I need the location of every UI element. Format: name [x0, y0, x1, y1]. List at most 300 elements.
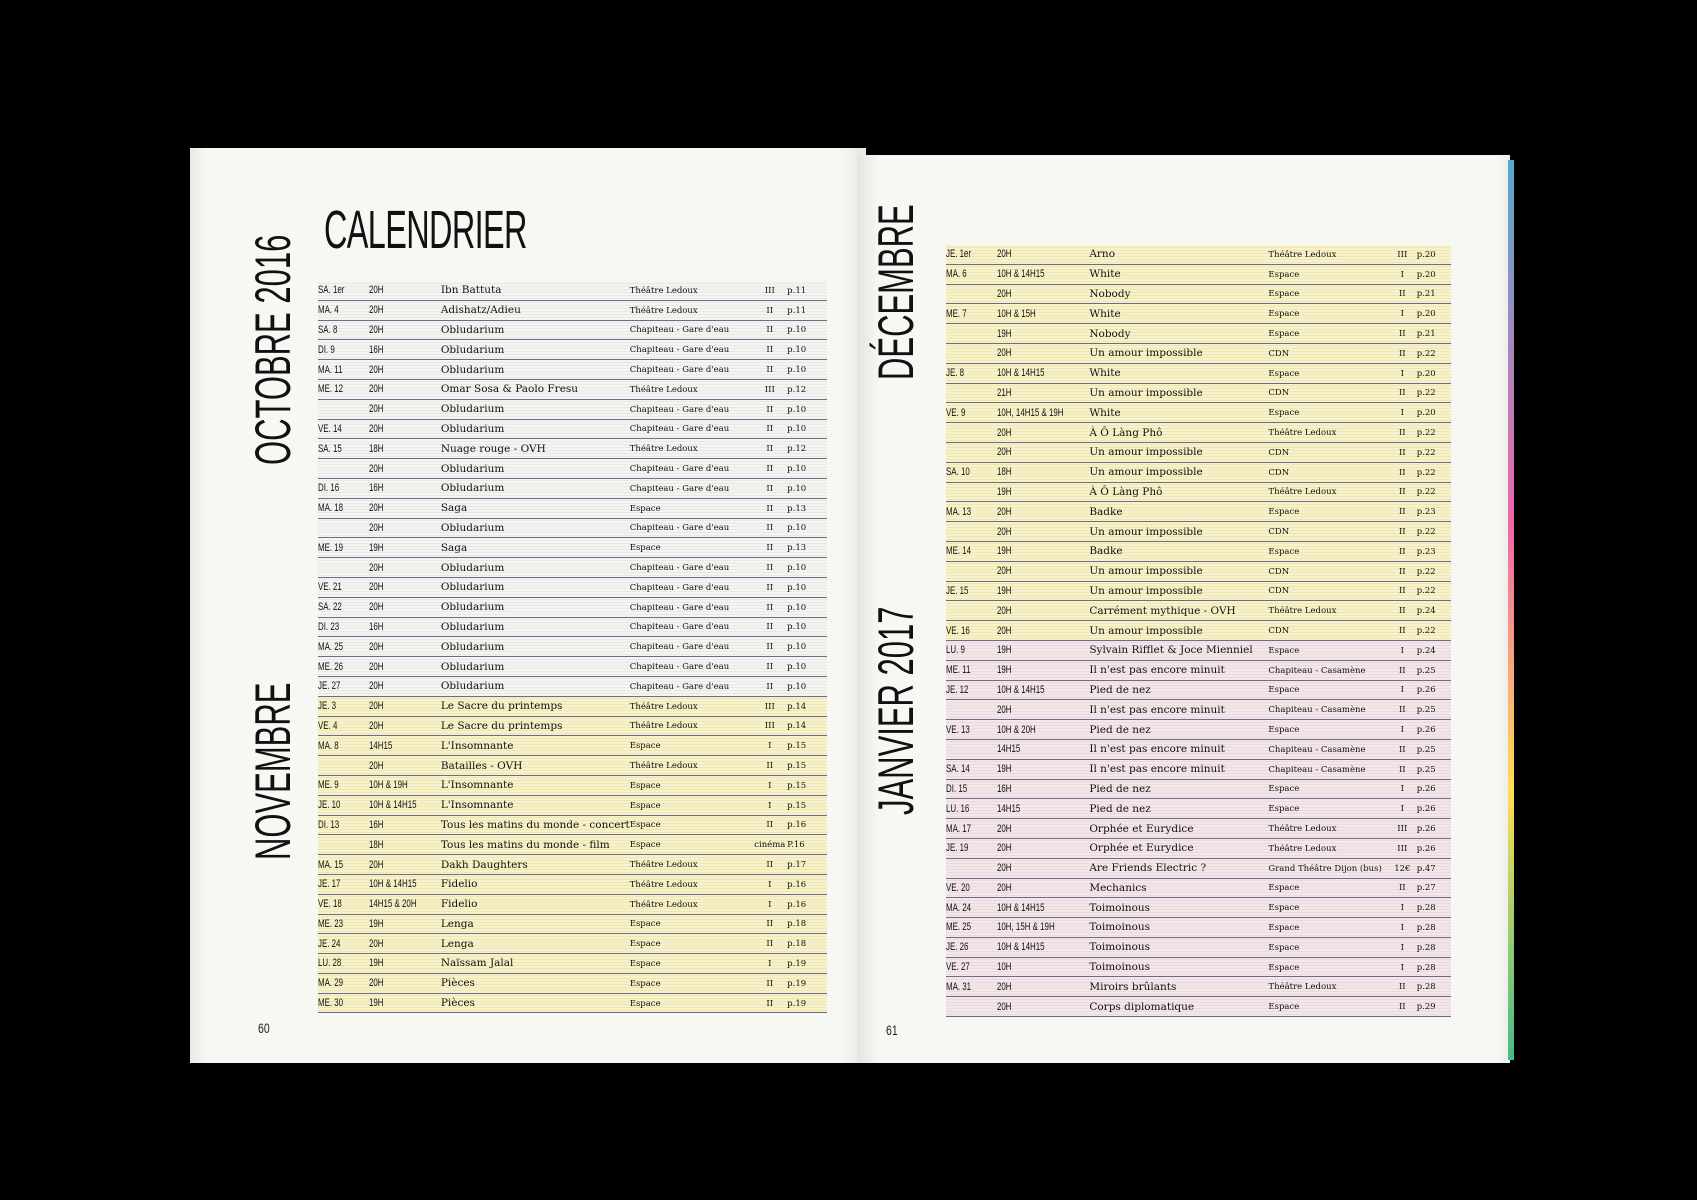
cell-category-text: I	[768, 800, 772, 811]
cell-title-text: Un amour impossible	[1089, 525, 1203, 538]
cell-title-text: Nobody	[1089, 287, 1131, 300]
cell-title-text: Il n'est pas encore minuit	[1089, 664, 1225, 677]
calendar-row	[946, 284, 1451, 304]
cell-title-text: Toimoinous	[1089, 961, 1151, 974]
calendar-row	[318, 498, 827, 518]
cell-page-ref-text: p.22	[1416, 586, 1436, 597]
cell-page-ref-text: p.47	[1416, 863, 1436, 874]
cell-venue	[630, 716, 753, 736]
cell-category-text: I	[1400, 922, 1404, 933]
month-label-december: DÉCEMBRE	[868, 204, 924, 380]
cell-venue-text: Théâtre Ledoux	[1268, 487, 1337, 498]
cell-venue-text: Chapiteau - Gare d'eau	[629, 523, 730, 534]
cell-category-text: II	[766, 523, 774, 534]
cell-category-text: II	[1398, 1002, 1406, 1013]
cell-page-ref-text: p.28	[1416, 903, 1436, 914]
cell-venue	[630, 775, 753, 795]
cell-category	[1388, 878, 1417, 898]
cell-page-ref-text: p.10	[787, 582, 807, 593]
calendar-row	[318, 696, 827, 716]
cell-venue-text: Théâtre Ledoux	[629, 879, 698, 890]
cell-time-text: 16H	[369, 620, 384, 633]
cell-day-text: MA. 11	[318, 363, 343, 376]
cell-page-ref-text: p.22	[1416, 566, 1436, 577]
cell-time	[369, 419, 441, 439]
cell-time-text: 20H	[369, 660, 384, 673]
cell-category-text: II	[1398, 487, 1406, 498]
cell-page-ref	[1417, 997, 1451, 1017]
cell-page-ref	[787, 637, 827, 657]
cell-title-text: Badke	[1089, 545, 1123, 558]
cell-page-ref	[1417, 779, 1451, 799]
cell-venue-text: Espace	[629, 998, 661, 1009]
calendar-rows-left	[318, 281, 827, 1013]
cell-page-ref	[1417, 720, 1451, 740]
cell-venue-text: Chapiteau - Gare d'eau	[629, 582, 730, 593]
cell-page-ref-text: p.12	[787, 444, 807, 455]
cell-page-ref-text: p.25	[1416, 705, 1436, 716]
cell-page-ref-text: p.26	[1416, 685, 1436, 696]
cell-category-text: II	[1398, 982, 1406, 993]
cell-title-text: Un amour impossible	[1089, 584, 1203, 597]
cell-category-text: I	[1400, 269, 1404, 280]
cell-page-ref	[1417, 640, 1451, 660]
cell-venue-text: Espace	[1268, 645, 1300, 656]
cell-time-text: 20H	[996, 842, 1012, 855]
cell-category	[1388, 304, 1417, 324]
cell-page-ref-text: p.10	[787, 622, 807, 633]
cell-title-text: Are Friends Electric ?	[1089, 862, 1207, 875]
cell-category	[752, 399, 787, 419]
cell-category-text: I	[768, 879, 772, 890]
cell-category-text: II	[766, 939, 774, 950]
cell-title-text: Ibn Battuta	[440, 284, 502, 297]
cell-time	[369, 914, 441, 934]
cell-category	[752, 419, 787, 439]
cell-day	[318, 478, 369, 498]
cell-time	[369, 637, 441, 657]
cell-title	[441, 538, 630, 558]
cell-page-ref-text: p.19	[787, 958, 807, 969]
cell-venue	[1268, 403, 1387, 423]
cell-day	[318, 736, 369, 756]
cell-venue-text: Chapiteau - Gare d'eau	[629, 563, 730, 574]
cell-category	[1388, 541, 1417, 561]
cell-day	[946, 720, 997, 740]
cell-category-text: II	[766, 761, 774, 772]
cell-category	[752, 637, 787, 657]
cell-day	[946, 660, 997, 680]
cell-page-ref-text: p.22	[1416, 527, 1436, 538]
cell-title-text: Obludarium	[440, 422, 505, 435]
cell-category-text: III	[764, 721, 775, 732]
cell-title	[1089, 799, 1268, 819]
cell-category-text: II	[1398, 883, 1406, 894]
cell-time	[997, 680, 1089, 700]
cell-page-ref	[1417, 343, 1451, 363]
cell-category	[1388, 700, 1417, 720]
cell-title-text: Un amour impossible	[1089, 624, 1203, 637]
cell-time-text: 20H	[369, 700, 384, 713]
cell-title-text: Adishatz/Adieu	[440, 304, 521, 317]
cell-category-text: II	[766, 325, 774, 336]
cell-title-text: Pièces	[440, 977, 475, 990]
cell-category	[752, 320, 787, 340]
cell-day-text: DI. 13	[318, 818, 340, 831]
cell-category-text: III	[764, 701, 775, 712]
cell-title	[1089, 264, 1268, 284]
cell-day	[318, 657, 369, 677]
calendar-row	[946, 541, 1451, 561]
cell-venue	[1268, 878, 1387, 898]
cell-page-ref-text: p.16	[787, 820, 807, 831]
cell-title	[1089, 601, 1268, 621]
cell-category	[752, 379, 787, 399]
cell-page-ref	[1417, 858, 1451, 878]
cell-page-ref	[787, 874, 827, 894]
cell-page-ref	[787, 795, 827, 815]
cell-day-text: SA. 10	[946, 466, 970, 479]
month-label-january: JANVIER 2017	[868, 606, 924, 815]
cell-title	[441, 300, 630, 320]
cell-page-ref	[1417, 383, 1451, 403]
cell-time-text: 20H	[996, 446, 1012, 459]
cell-page-ref	[787, 518, 827, 538]
calendar-row	[318, 874, 827, 894]
cell-venue-text: Espace	[629, 978, 661, 989]
cell-title	[441, 419, 630, 439]
cell-time-text: 10H & 14H15	[996, 683, 1045, 696]
cell-time-text: 10H & 14H15	[369, 799, 417, 812]
cell-time-text: 20H	[369, 680, 384, 693]
calendar-row	[946, 997, 1451, 1017]
cell-page-ref-text: p.13	[787, 503, 807, 514]
cell-page-ref-text: p.19	[787, 998, 807, 1009]
cell-day	[946, 482, 997, 502]
cell-page-ref	[787, 320, 827, 340]
cell-page-ref-text: p.11	[787, 285, 807, 296]
cell-venue-text: Théâtre Ledoux	[1268, 824, 1337, 834]
cell-title	[441, 855, 630, 875]
cell-venue	[630, 874, 753, 894]
cell-day-text: LU. 9	[946, 644, 965, 657]
cell-page-ref-text: p.13	[787, 543, 807, 554]
cell-title-text: Naïssam Jalal	[440, 957, 514, 970]
calendar-row	[946, 601, 1451, 621]
cell-venue	[1268, 937, 1387, 957]
cell-page-ref-text: p.17	[787, 860, 807, 870]
cell-category-text: II	[1398, 428, 1406, 439]
cell-day-text: JE. 19	[946, 842, 969, 855]
cell-title	[441, 756, 630, 776]
cell-page-ref	[787, 973, 827, 993]
cell-time-text: 20H	[369, 937, 384, 950]
cell-category	[752, 577, 787, 597]
cell-time-text: 20H	[369, 502, 384, 515]
cell-page-ref	[1417, 324, 1451, 344]
cell-page-ref	[787, 360, 827, 380]
cell-venue-text: CDN	[1268, 388, 1290, 399]
cell-category	[752, 914, 787, 934]
cell-venue-text: Chapiteau - Casamène	[1268, 705, 1366, 716]
cell-title	[441, 795, 630, 815]
cell-venue	[630, 360, 753, 380]
calendar-row	[318, 399, 827, 419]
cell-page-ref-text: p.15	[787, 741, 807, 752]
cell-time	[369, 340, 441, 360]
cell-category	[752, 340, 787, 360]
cell-venue	[630, 637, 753, 657]
cell-day	[946, 264, 997, 284]
cell-category	[752, 934, 787, 954]
cell-venue-text: Théâtre Ledoux	[629, 285, 698, 296]
cell-title-text: Saga	[440, 502, 468, 515]
cell-category	[1388, 403, 1417, 423]
cell-category-text: II	[1398, 447, 1406, 458]
cell-day-text: VE. 20	[946, 881, 970, 894]
cell-day	[946, 442, 997, 462]
cell-day	[946, 997, 997, 1017]
cell-page-ref	[787, 538, 827, 558]
calendar-row	[946, 739, 1451, 759]
cell-category-text: I	[1400, 784, 1404, 795]
cell-venue-text: Espace	[1268, 289, 1300, 300]
cell-time	[369, 281, 441, 300]
cell-venue	[1268, 700, 1387, 720]
cell-title-text: Il n'est pas encore minuit	[1089, 743, 1225, 756]
cell-day-text: JE. 8	[946, 367, 965, 380]
calendar-row	[946, 779, 1451, 799]
cell-time	[369, 775, 441, 795]
cell-day-text: JE. 26	[946, 941, 969, 954]
cell-day-text: JE. 12	[946, 683, 969, 696]
cell-venue-text: Espace	[1268, 309, 1300, 320]
cell-title	[441, 360, 630, 380]
calendar-row	[946, 304, 1451, 324]
calendar-row	[318, 756, 827, 776]
cell-venue-text: Théâtre Ledoux	[629, 860, 698, 870]
cell-day-text: ME. 14	[946, 545, 972, 558]
cell-category	[1388, 838, 1417, 858]
cell-venue	[1268, 561, 1387, 581]
cell-venue-text: Espace	[1268, 962, 1300, 973]
cell-day	[318, 577, 369, 597]
cell-title	[1089, 522, 1268, 542]
cell-venue-text: CDN	[1268, 566, 1290, 577]
cell-venue-text: Chapiteau - Gare d'eau	[629, 483, 730, 494]
cell-page-ref-text: p.20	[1416, 309, 1436, 320]
cell-page-ref-text: p.22	[1416, 467, 1436, 478]
calendar-row	[946, 264, 1451, 284]
cell-day-text: VE. 13	[946, 723, 970, 736]
cell-venue-text: Espace	[1268, 546, 1300, 557]
cell-category-text: I	[1400, 725, 1404, 736]
cell-day-text: MA. 24	[946, 901, 972, 914]
cell-day	[318, 281, 369, 300]
cell-day	[946, 324, 997, 344]
cell-day	[946, 779, 997, 799]
cell-title	[1089, 423, 1268, 443]
cell-time	[997, 482, 1089, 502]
cell-venue	[1268, 799, 1387, 819]
cell-category-text: II	[766, 681, 774, 692]
cell-time	[997, 739, 1089, 759]
cell-title	[1089, 561, 1268, 581]
cell-venue	[630, 320, 753, 340]
cell-day	[946, 383, 997, 403]
cell-time	[369, 498, 441, 518]
cell-title	[1089, 502, 1268, 522]
cell-time	[369, 320, 441, 340]
month-label-november: NOVEMBRE	[245, 682, 301, 860]
cell-title	[1089, 918, 1268, 938]
cell-time-text: 10H & 15H	[996, 307, 1036, 320]
cell-page-ref-text: p.10	[787, 365, 807, 376]
cell-venue	[1268, 284, 1387, 304]
cell-venue-text: Théâtre Ledoux	[629, 305, 698, 316]
cell-category-text: I	[1400, 942, 1404, 953]
cell-day	[318, 756, 369, 776]
cell-day	[318, 696, 369, 716]
cell-venue-text: Théâtre Ledoux	[1268, 249, 1337, 260]
cell-page-ref	[787, 281, 827, 300]
cell-venue	[1268, 838, 1387, 858]
cell-page-ref	[1417, 799, 1451, 819]
cell-day-text: ME. 11	[946, 664, 971, 677]
cell-category-text: II	[1398, 329, 1406, 340]
cell-day-text: VE. 4	[318, 719, 338, 732]
cell-page-ref	[787, 419, 827, 439]
cell-time	[369, 736, 441, 756]
cell-title-text: Obludarium	[440, 343, 505, 356]
cell-category	[1388, 363, 1417, 383]
cell-page-ref	[1417, 601, 1451, 621]
cell-day-text: MA. 13	[946, 505, 972, 518]
cell-page-ref-text: p.23	[1416, 546, 1436, 557]
calendar-row	[946, 759, 1451, 779]
cell-title-text: Obludarium	[440, 660, 505, 673]
cell-day	[318, 320, 369, 340]
cell-title	[441, 459, 630, 479]
cell-page-ref-text: p.26	[1416, 843, 1436, 854]
cell-title-text: Badke	[1089, 505, 1123, 518]
cell-day	[318, 379, 369, 399]
cell-page-ref	[787, 439, 827, 459]
cell-day	[318, 360, 369, 380]
cell-title	[441, 874, 630, 894]
cell-title-text: Orphée et Eurydice	[1089, 822, 1194, 835]
cell-category-text: II	[1398, 626, 1406, 637]
cell-page-ref-text: P.16	[787, 840, 805, 851]
cell-title-text: Batailles - OVH	[440, 759, 523, 772]
cell-venue-text: Chapiteau - Casamène	[1268, 665, 1366, 676]
cell-category	[1388, 561, 1417, 581]
cell-venue	[630, 973, 753, 993]
cell-page-ref-text: p.26	[1416, 725, 1436, 736]
cell-title-text: Pied de nez	[1089, 782, 1151, 795]
cell-page-ref-text: p.10	[787, 563, 807, 574]
cell-page-ref-text: p.28	[1416, 982, 1436, 993]
cell-category-text: II	[766, 365, 774, 376]
cell-title-text: Tous les matins du monde - concert	[440, 818, 630, 831]
cell-page-ref-text: p.28	[1416, 922, 1436, 933]
cell-time-text: 20H	[369, 422, 384, 435]
cell-time	[997, 383, 1089, 403]
cell-time-text: 18H	[996, 466, 1012, 479]
cell-title	[1089, 838, 1268, 858]
cell-page-ref	[1417, 264, 1451, 284]
cell-category	[1388, 660, 1417, 680]
cell-page-ref-text: p.20	[1416, 368, 1436, 379]
calendar-row	[946, 403, 1451, 423]
cell-page-ref	[787, 558, 827, 578]
cell-page-ref	[787, 835, 827, 855]
cell-time	[369, 855, 441, 875]
cell-page-ref-text: p.10	[787, 681, 807, 692]
cell-page-ref-text: p.28	[1416, 942, 1436, 953]
cell-day	[318, 855, 369, 875]
cell-category	[752, 281, 787, 300]
cell-page-ref	[787, 478, 827, 498]
cell-time	[369, 676, 441, 696]
cell-venue	[1268, 324, 1387, 344]
cell-venue	[630, 577, 753, 597]
cell-title-text: Un amour impossible	[1089, 446, 1203, 459]
cell-category	[1388, 442, 1417, 462]
cell-day-text: DI. 23	[318, 620, 340, 633]
cell-time-text: 20H	[369, 521, 384, 534]
cell-venue	[1268, 383, 1387, 403]
cell-page-ref	[1417, 957, 1451, 977]
cell-day	[946, 878, 997, 898]
cell-category	[1388, 819, 1417, 839]
cell-day	[946, 640, 997, 660]
cell-page-ref	[1417, 937, 1451, 957]
cell-category-text: II	[766, 602, 774, 613]
cell-venue	[1268, 759, 1387, 779]
cell-title	[1089, 403, 1268, 423]
cell-category	[1388, 482, 1417, 502]
cell-day-text: MA. 31	[946, 980, 972, 993]
cell-time-text: 14H15	[996, 743, 1021, 756]
cell-category	[1388, 858, 1417, 878]
cell-page-ref-text: p.16	[787, 899, 807, 910]
cell-title	[441, 696, 630, 716]
cell-page-ref	[787, 914, 827, 934]
cell-time-text: 19H	[996, 485, 1012, 498]
calendar-row	[318, 637, 827, 657]
calendar-row	[946, 522, 1451, 542]
cell-time	[369, 835, 441, 855]
cell-title	[1089, 284, 1268, 304]
calendar-row	[318, 815, 827, 835]
cell-title	[1089, 343, 1268, 363]
cell-title	[441, 954, 630, 974]
cell-time	[369, 874, 441, 894]
cell-day-text: VE. 27	[946, 961, 970, 974]
calendar-row	[318, 973, 827, 993]
cell-title	[441, 934, 630, 954]
cell-page-ref	[787, 399, 827, 419]
page-number-right: 61	[886, 1022, 898, 1038]
cell-page-ref	[787, 756, 827, 776]
cell-page-ref	[1417, 581, 1451, 601]
cell-category-text: I	[768, 741, 772, 752]
calendar-row	[946, 720, 1451, 740]
cell-venue-text: Espace	[1268, 685, 1300, 696]
cell-page-ref-text: p.23	[1416, 507, 1436, 518]
cell-page-ref-text: p.22	[1416, 428, 1436, 439]
